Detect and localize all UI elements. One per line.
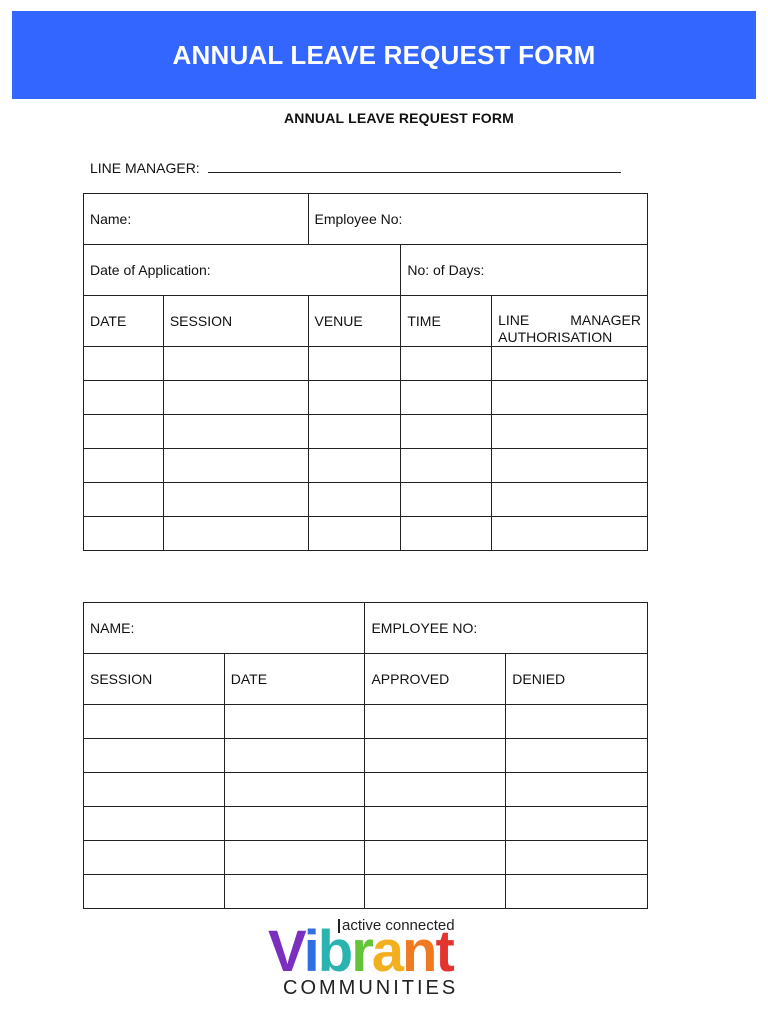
approval-employee-no-cell[interactable]: [365, 603, 648, 654]
cell-authorisation[interactable]: [492, 415, 648, 449]
table-row: [84, 705, 648, 739]
cell-denied[interactable]: [506, 773, 648, 807]
cell-session[interactable]: [163, 483, 308, 517]
table-row: [84, 841, 648, 875]
logo-tagline: active connected: [342, 917, 455, 934]
cell-venue[interactable]: [308, 381, 401, 415]
name-label: Name:: [90, 211, 132, 227]
table-row: [84, 875, 648, 909]
authorisation-line-2: AUTHORISATION: [498, 329, 613, 345]
approval-name-label: NAME:: [90, 620, 135, 636]
table-row: [84, 807, 648, 841]
cell-session[interactable]: [163, 381, 308, 415]
cell-authorisation[interactable]: [492, 381, 648, 415]
cell-venue[interactable]: [308, 517, 401, 551]
approval-table: [83, 602, 648, 909]
cell-date[interactable]: [84, 483, 164, 517]
cell-denied[interactable]: [506, 807, 648, 841]
column-header-date: DATE: [84, 296, 164, 347]
logo-communities: COMMUNITIES: [283, 977, 459, 999]
authorisation-line-1: LINE MANAGER: [498, 312, 641, 328]
logo-letter: r: [351, 919, 372, 984]
cell-date[interactable]: [84, 517, 164, 551]
banner-title: ANNUAL LEAVE REQUEST FORM: [12, 11, 756, 99]
cell-time[interactable]: [401, 449, 492, 483]
cell-approved[interactable]: [365, 841, 506, 875]
no-of-days-label: No: of Days:: [407, 262, 485, 278]
cell-denied[interactable]: [506, 739, 648, 773]
leave-request-table: [83, 193, 648, 551]
cell-session[interactable]: [163, 347, 308, 381]
approval-rows: [84, 705, 648, 909]
cell-session[interactable]: [84, 807, 225, 841]
cell-approved[interactable]: [365, 875, 506, 909]
cell-authorisation[interactable]: [492, 517, 648, 551]
cell-date[interactable]: [84, 415, 164, 449]
column-header-date: DATE: [224, 654, 365, 705]
cell-date[interactable]: [84, 347, 164, 381]
table-row: [84, 483, 648, 517]
logo-wordmark: [268, 919, 453, 984]
cell-session[interactable]: [163, 415, 308, 449]
cell-venue[interactable]: [308, 449, 401, 483]
cell-date[interactable]: [224, 841, 365, 875]
cell-approved[interactable]: [365, 773, 506, 807]
cell-time[interactable]: [401, 381, 492, 415]
logo-letter: V: [268, 919, 304, 984]
cell-venue[interactable]: [308, 347, 401, 381]
cell-authorisation[interactable]: [492, 483, 648, 517]
logo-letter: n: [402, 919, 436, 984]
cell-date[interactable]: [224, 705, 365, 739]
approval-employee-no-label: EMPLOYEE NO:: [371, 620, 478, 636]
logo-letter: t: [435, 919, 453, 984]
table-row: [84, 517, 648, 551]
date-of-application-cell[interactable]: [84, 245, 401, 296]
cell-time[interactable]: [401, 347, 492, 381]
table-row: [84, 773, 648, 807]
cell-date[interactable]: [224, 773, 365, 807]
column-header-session: SESSION: [163, 296, 308, 347]
logo-letter: i: [303, 919, 318, 984]
line-manager-label: LINE MANAGER:: [90, 160, 200, 176]
cell-date[interactable]: [224, 807, 365, 841]
no-of-days-cell[interactable]: [401, 245, 648, 296]
cell-session[interactable]: [163, 517, 308, 551]
cell-date[interactable]: [84, 449, 164, 483]
date-of-application-label: Date of Application:: [90, 262, 211, 278]
cell-denied[interactable]: [506, 875, 648, 909]
line-manager-field[interactable]: [90, 160, 621, 176]
cell-denied[interactable]: [506, 705, 648, 739]
cell-date[interactable]: [224, 875, 365, 909]
leave-request-rows: [84, 347, 648, 551]
cell-session[interactable]: [163, 449, 308, 483]
vibrant-communities-logo: [268, 915, 483, 1000]
name-cell[interactable]: [84, 194, 309, 245]
column-header-approved: APPROVED: [365, 654, 506, 705]
employee-no-label: Employee No:: [314, 211, 403, 227]
cell-session[interactable]: [84, 705, 225, 739]
logo-letter: a: [371, 919, 403, 984]
approval-name-cell[interactable]: [84, 603, 365, 654]
cell-session[interactable]: [84, 739, 225, 773]
cell-venue[interactable]: [308, 483, 401, 517]
table-row: [84, 415, 648, 449]
cell-time[interactable]: [401, 415, 492, 449]
cell-approved[interactable]: [365, 739, 506, 773]
cell-time[interactable]: [401, 517, 492, 551]
table-row: [84, 449, 648, 483]
line-manager-blank-line[interactable]: [208, 161, 621, 173]
cell-session[interactable]: [84, 875, 225, 909]
column-header-session: SESSION: [84, 654, 225, 705]
column-header-line-manager-authorisation: [492, 296, 648, 347]
cell-date[interactable]: [84, 381, 164, 415]
employee-no-cell[interactable]: [308, 194, 648, 245]
cell-approved[interactable]: [365, 705, 506, 739]
column-header-venue: VENUE: [308, 296, 401, 347]
cell-time[interactable]: [401, 483, 492, 517]
table-row: [84, 347, 648, 381]
cell-session[interactable]: [84, 841, 225, 875]
cell-authorisation[interactable]: [492, 347, 648, 381]
table-row: [84, 739, 648, 773]
cell-venue[interactable]: [308, 415, 401, 449]
table-row: [84, 381, 648, 415]
form-subtitle: ANNUAL LEAVE REQUEST FORM: [283, 110, 515, 126]
cell-authorisation[interactable]: [492, 449, 648, 483]
column-header-denied: DENIED: [506, 654, 648, 705]
column-header-time: TIME: [401, 296, 492, 347]
cell-denied[interactable]: [506, 841, 648, 875]
logo-letter: b: [317, 919, 352, 984]
cell-approved[interactable]: [365, 807, 506, 841]
cell-date[interactable]: [224, 739, 365, 773]
cell-session[interactable]: [84, 773, 225, 807]
